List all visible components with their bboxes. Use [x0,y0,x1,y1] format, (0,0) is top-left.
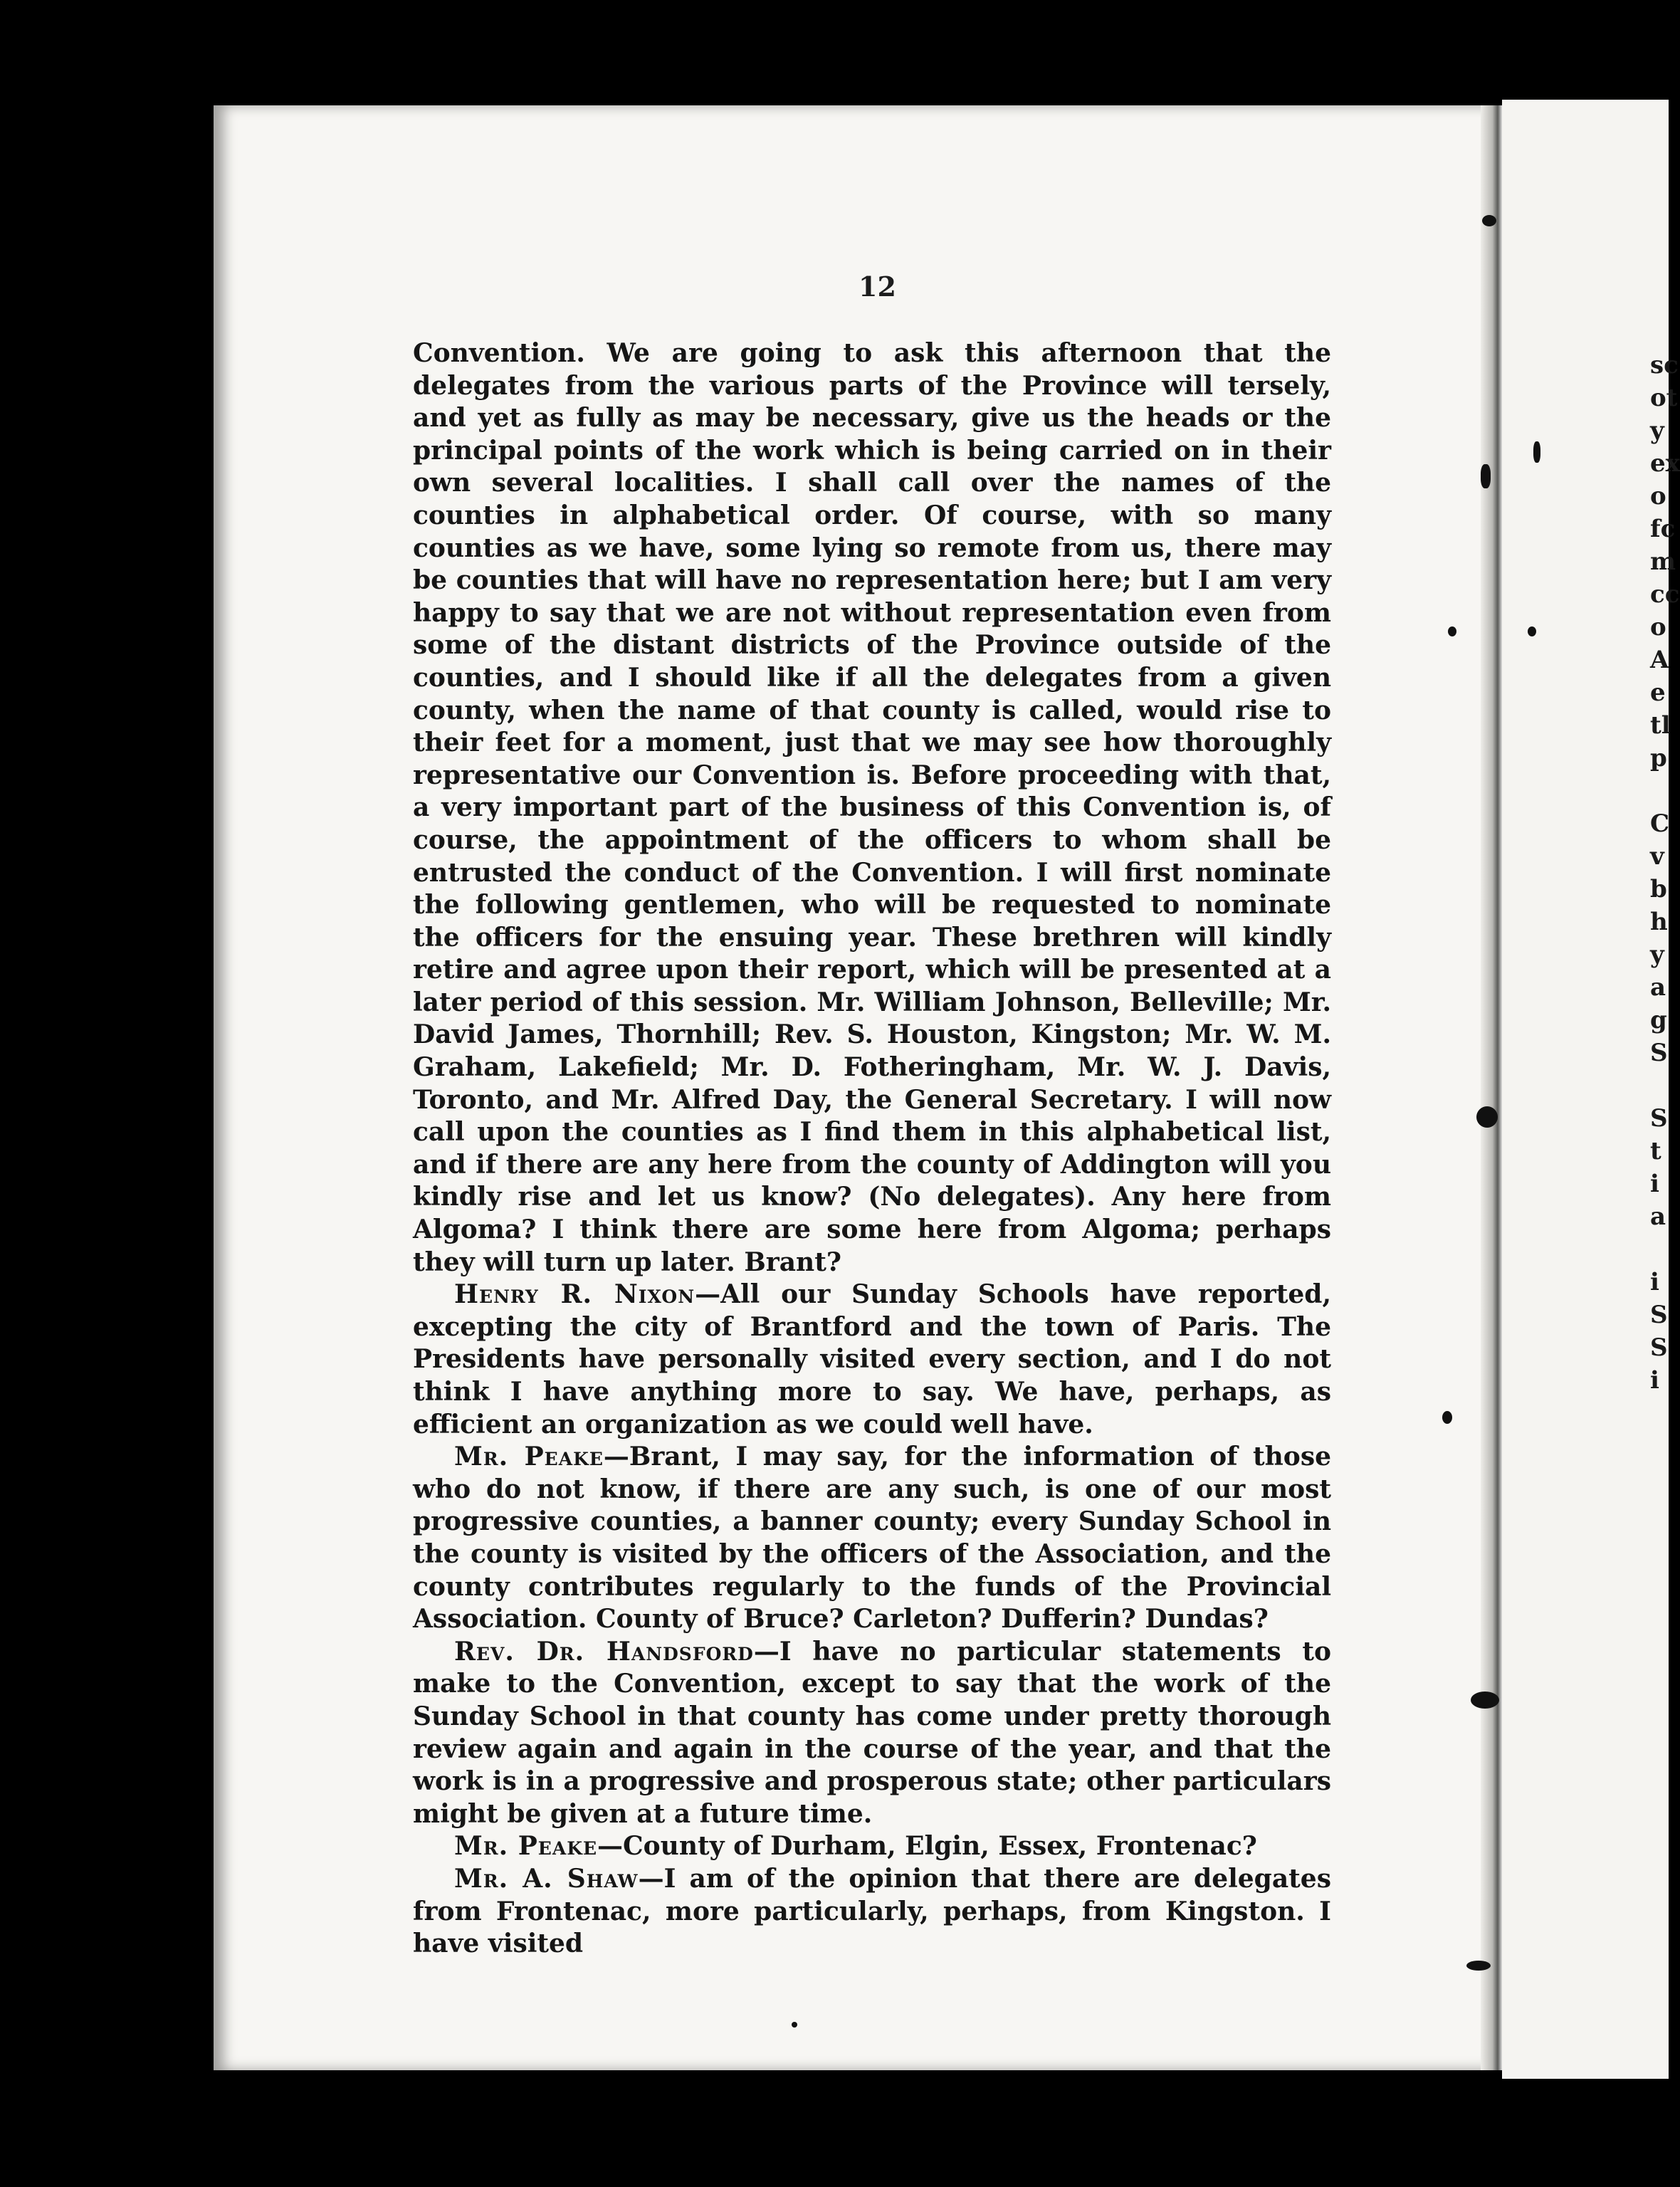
binding-mark [1476,1106,1498,1128]
edge-letter: S [1650,1333,1668,1362]
paragraph-text: —County of Durham, Elgin, Essex, Frontenac? [597,1831,1257,1862]
paragraph-text: —I have no particular statements to make to the Convention, except to say that the work of the Sunday School in that county has come under pretty thorough review again and again in the course of the year, and that the work is in a progressive and prosperous state; other particulars might be given at a future time. [413,1636,1331,1829]
binding-mark [1466,1961,1491,1971]
edge-letter: tl [1650,711,1671,740]
edge-letter: S [1650,1039,1668,1067]
edge-letter: h [1650,908,1668,936]
edge-letter: i [1650,1170,1659,1198]
speaker-name: Mr. Peake [454,1831,597,1862]
edge-letter: S [1650,1104,1668,1133]
edge-letter: g [1650,1006,1667,1034]
edge-letter: a [1650,973,1666,1002]
body-text [413,337,1331,1961]
paragraph [413,1863,1331,1961]
speaker-name: Mr. Peake [454,1442,604,1472]
edge-letter: i [1650,1268,1659,1296]
edge-letter [1650,1069,1671,1102]
page-number: 12 [859,271,896,303]
edge-letter: sc [1650,351,1679,379]
speaker-name: Rev. Dr. Handsford [454,1636,754,1667]
paragraph [413,337,1331,1279]
edge-letter: o [1650,613,1666,641]
speaker-name: Mr. A. Shaw [454,1863,639,1894]
facing-page-edge-text [1650,349,1680,1397]
edge-letter: p [1650,744,1667,772]
binding-mark [1533,441,1540,463]
paragraph-text: Convention. We are going to ask this afternoon that the delegates from the various parts of the Province will tersely, and yet as fully as may be necessary, give us the heads or the principal points of the work which is being carried on in their own several localities. I shall call over the names of the counties in alphabetical order. Of course, with so many counties as we have, some lying so remote from us, there may be counties that will have no representation here; but I am very happy to say that we are not without representation even from some of the distant districts of the Province outside of the counties, and I should like if all the delegates from a given county, when the name of that county is called, would rise to their feet for a moment, just that we may see how thoroughly representative our Convention is. Before proceeding with that, a very important part of the business of this Convention is, of course, the appointment of the officers to whom shall be entrusted the conduct of the Convention. I will first nominate the following gentlemen, who will be requested to nominate the officers for the ensuing year. These brethren will kindly retire and agree upon their report, which will be presented at a later period of this session. Mr. William Johnson, Belleville; Mr. David James, Thornhill; Rev. S. Houston, Kingston; Mr. W. M. Graham, Lakefield; Mr. D. Fotheringham, Mr. W. J. Davis, Toronto, and Mr. Alfred Day, the General Secretary. I will now call upon the counties as I find them in this alphabetical list, and if there are any here from the county of Addington will you kindly rise and let us know? (No delegates). Any here from Algoma? I think there are some here from Algoma; perhaps they will turn up later. Brant? [413,338,1331,1277]
binding-mark [792,2022,797,2028]
edge-letter: i [1650,1366,1659,1395]
binding-mark [1482,215,1496,226]
edge-letter: cc [1650,580,1680,609]
edge-letter: S [1650,1301,1668,1329]
edge-letter [1650,1233,1671,1266]
edge-letter: ex [1650,449,1680,478]
paragraph-text: —All our Sunday Schools have reported, excepting the city of Brantford and the town of Paris. The Presidents have personally visited every section, and I do not think I have anything more to say. We have, perhaps, as efficient an organization as we could well have. [413,1279,1331,1439]
edge-letter: o [1650,482,1666,510]
page-gutter [1481,105,1502,2070]
edge-letter: v [1650,842,1664,871]
edge-letter [1650,775,1671,807]
edge-letter: t [1650,1137,1661,1165]
edge-letter: y [1650,416,1664,445]
edge-letter: fc [1650,515,1676,543]
paragraph-text: —I am of the opinion that there are delegates from Frontenac, more particularly, perhaps, from Kingston. I have visited [413,1863,1331,1959]
edge-letter: m [1650,547,1676,576]
edge-letter: b [1650,875,1667,903]
right-page-edge [1502,100,1680,2079]
paragraph-text: —Brant, I may say, for the information of those who do not know, if there are any such, is one of our most progressive counties, a banner county; every Sunday School in the county is visited by the officers of the Association, and the county contributes regularly to the funds of the Provincial Association. County of Bruce? Carleton? Dufferin? Dundas? [413,1442,1331,1635]
edge-letter: A [1650,646,1669,674]
binding-mark [1448,626,1456,636]
edge-letter: C [1650,809,1670,838]
paragraph [413,1636,1331,1831]
edge-letter: y [1650,940,1664,969]
paragraph [413,1279,1331,1441]
speaker-name: Henry R. Nixon [454,1279,695,1310]
edge-letter: ot [1650,384,1678,412]
binding-mark [1528,626,1536,636]
paragraph [413,1441,1331,1636]
edge-letter: e [1650,678,1666,707]
paragraph [413,1830,1331,1863]
binding-mark [1471,1692,1499,1709]
binding-mark [1442,1411,1452,1424]
binding-mark [1481,464,1491,488]
edge-letter: a [1650,1202,1666,1231]
